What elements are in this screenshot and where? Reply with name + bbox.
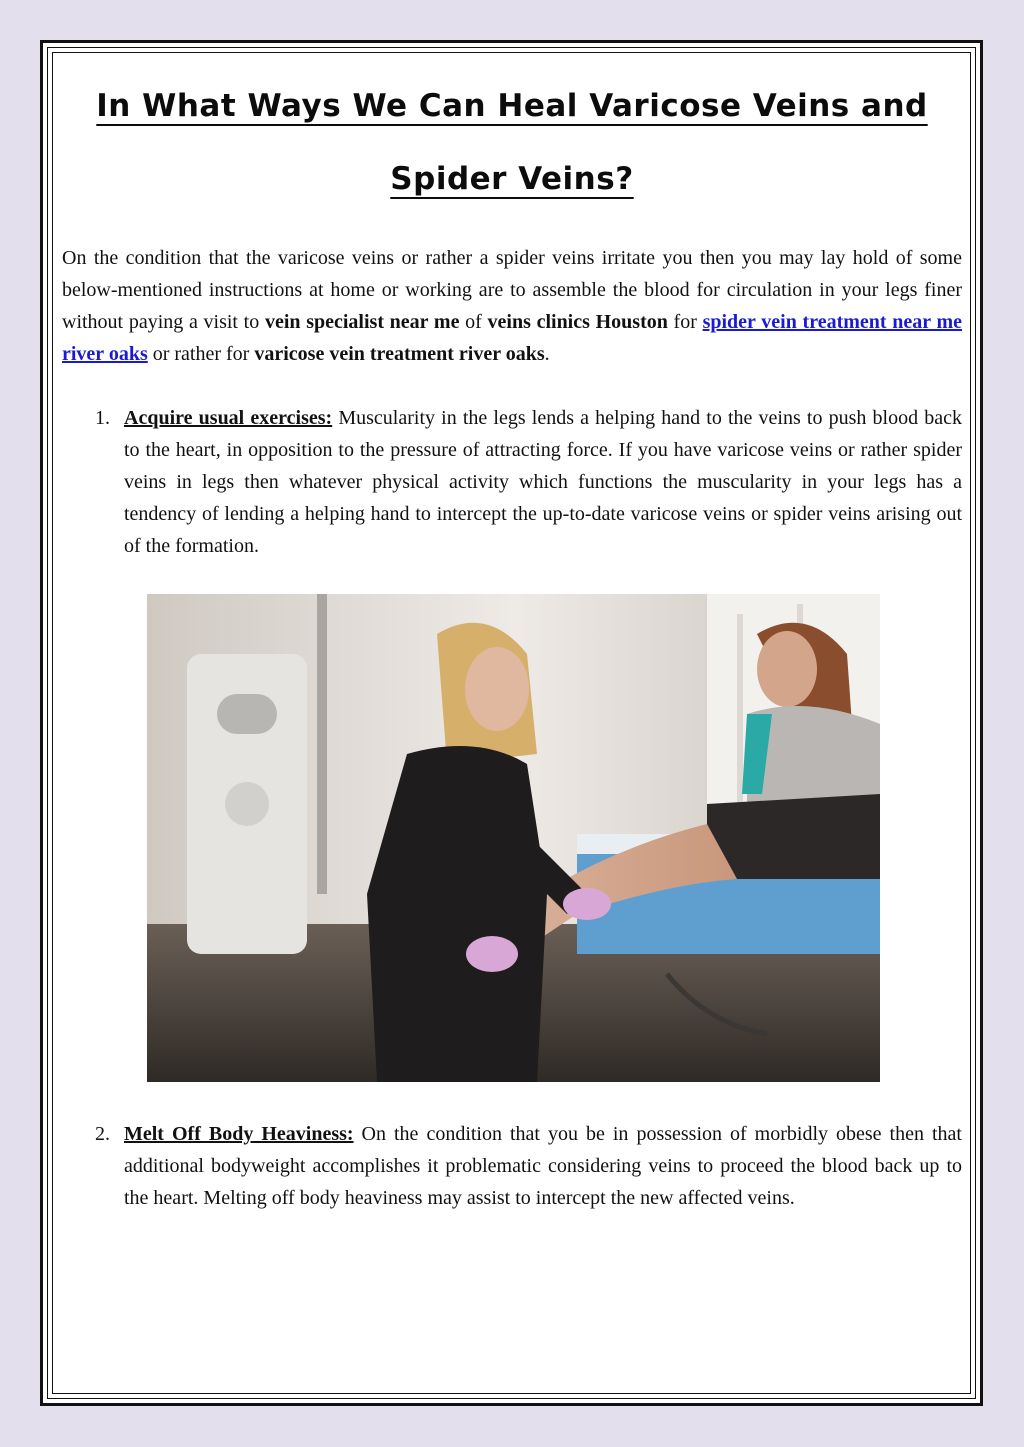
intro-text-4: or rather for — [147, 343, 255, 365]
intro-text-5: . — [544, 343, 550, 365]
intro-bold-varicose-treatment: varicose vein treatment river oaks — [254, 343, 545, 365]
list-item-number: 2. — [95, 1123, 110, 1145]
list-item-title: Melt Off Body Heaviness: — [124, 1123, 354, 1145]
intro-text-3: for — [667, 311, 703, 333]
tips-list-continued — [62, 1118, 962, 1214]
intro-text-2: of — [459, 311, 488, 333]
tips-list — [62, 402, 962, 562]
list-item-text: On the condition that you be in possession of morbidly obese then that additional bodyweight accomplishes it problematic considering veins to proceed the blood back up to the heart. Melting off body heaviness may assist to intercept the new affected veins. — [124, 1123, 962, 1209]
page-title: In What Ways We Can Heal Varicose Veins and Spider Veins? — [96, 88, 928, 197]
list-item-title: Acquire usual exercises: — [124, 407, 333, 429]
clinic-scene-image — [147, 594, 880, 1082]
spider-vein-treatment-link[interactable]: spider vein treatment near me river oaks — [62, 311, 963, 365]
intro-bold-veins-clinics: veins clinics Houston — [487, 311, 668, 333]
list-item — [62, 1118, 962, 1214]
intro-bold-vein-specialist: vein specialist near me — [264, 311, 460, 333]
intro-text-1: On the condition that the varicose veins or rather a spider veins irritate you then you may lay hold of some below-mentioned instructions at home or working are to assemble the blood for circulation in your legs finer without paying a visit to — [62, 247, 962, 333]
list-item-number: 1. — [95, 407, 110, 429]
list-item — [62, 402, 962, 562]
list-item-text: Muscularity in the legs lends a helping hand to the veins to push blood back to the heart, in opposition to the pressure of attracting force. If you have varicose veins or rather spider veins in legs then whatever physical activity which functions the muscularity in your legs has a tendency of lending a helping hand to intercept the up-to-date varicose veins or spider veins arising out of the formation. — [124, 407, 962, 557]
intro-paragraph — [62, 242, 962, 370]
document-content — [62, 70, 962, 1214]
treatment-photo — [147, 594, 880, 1082]
